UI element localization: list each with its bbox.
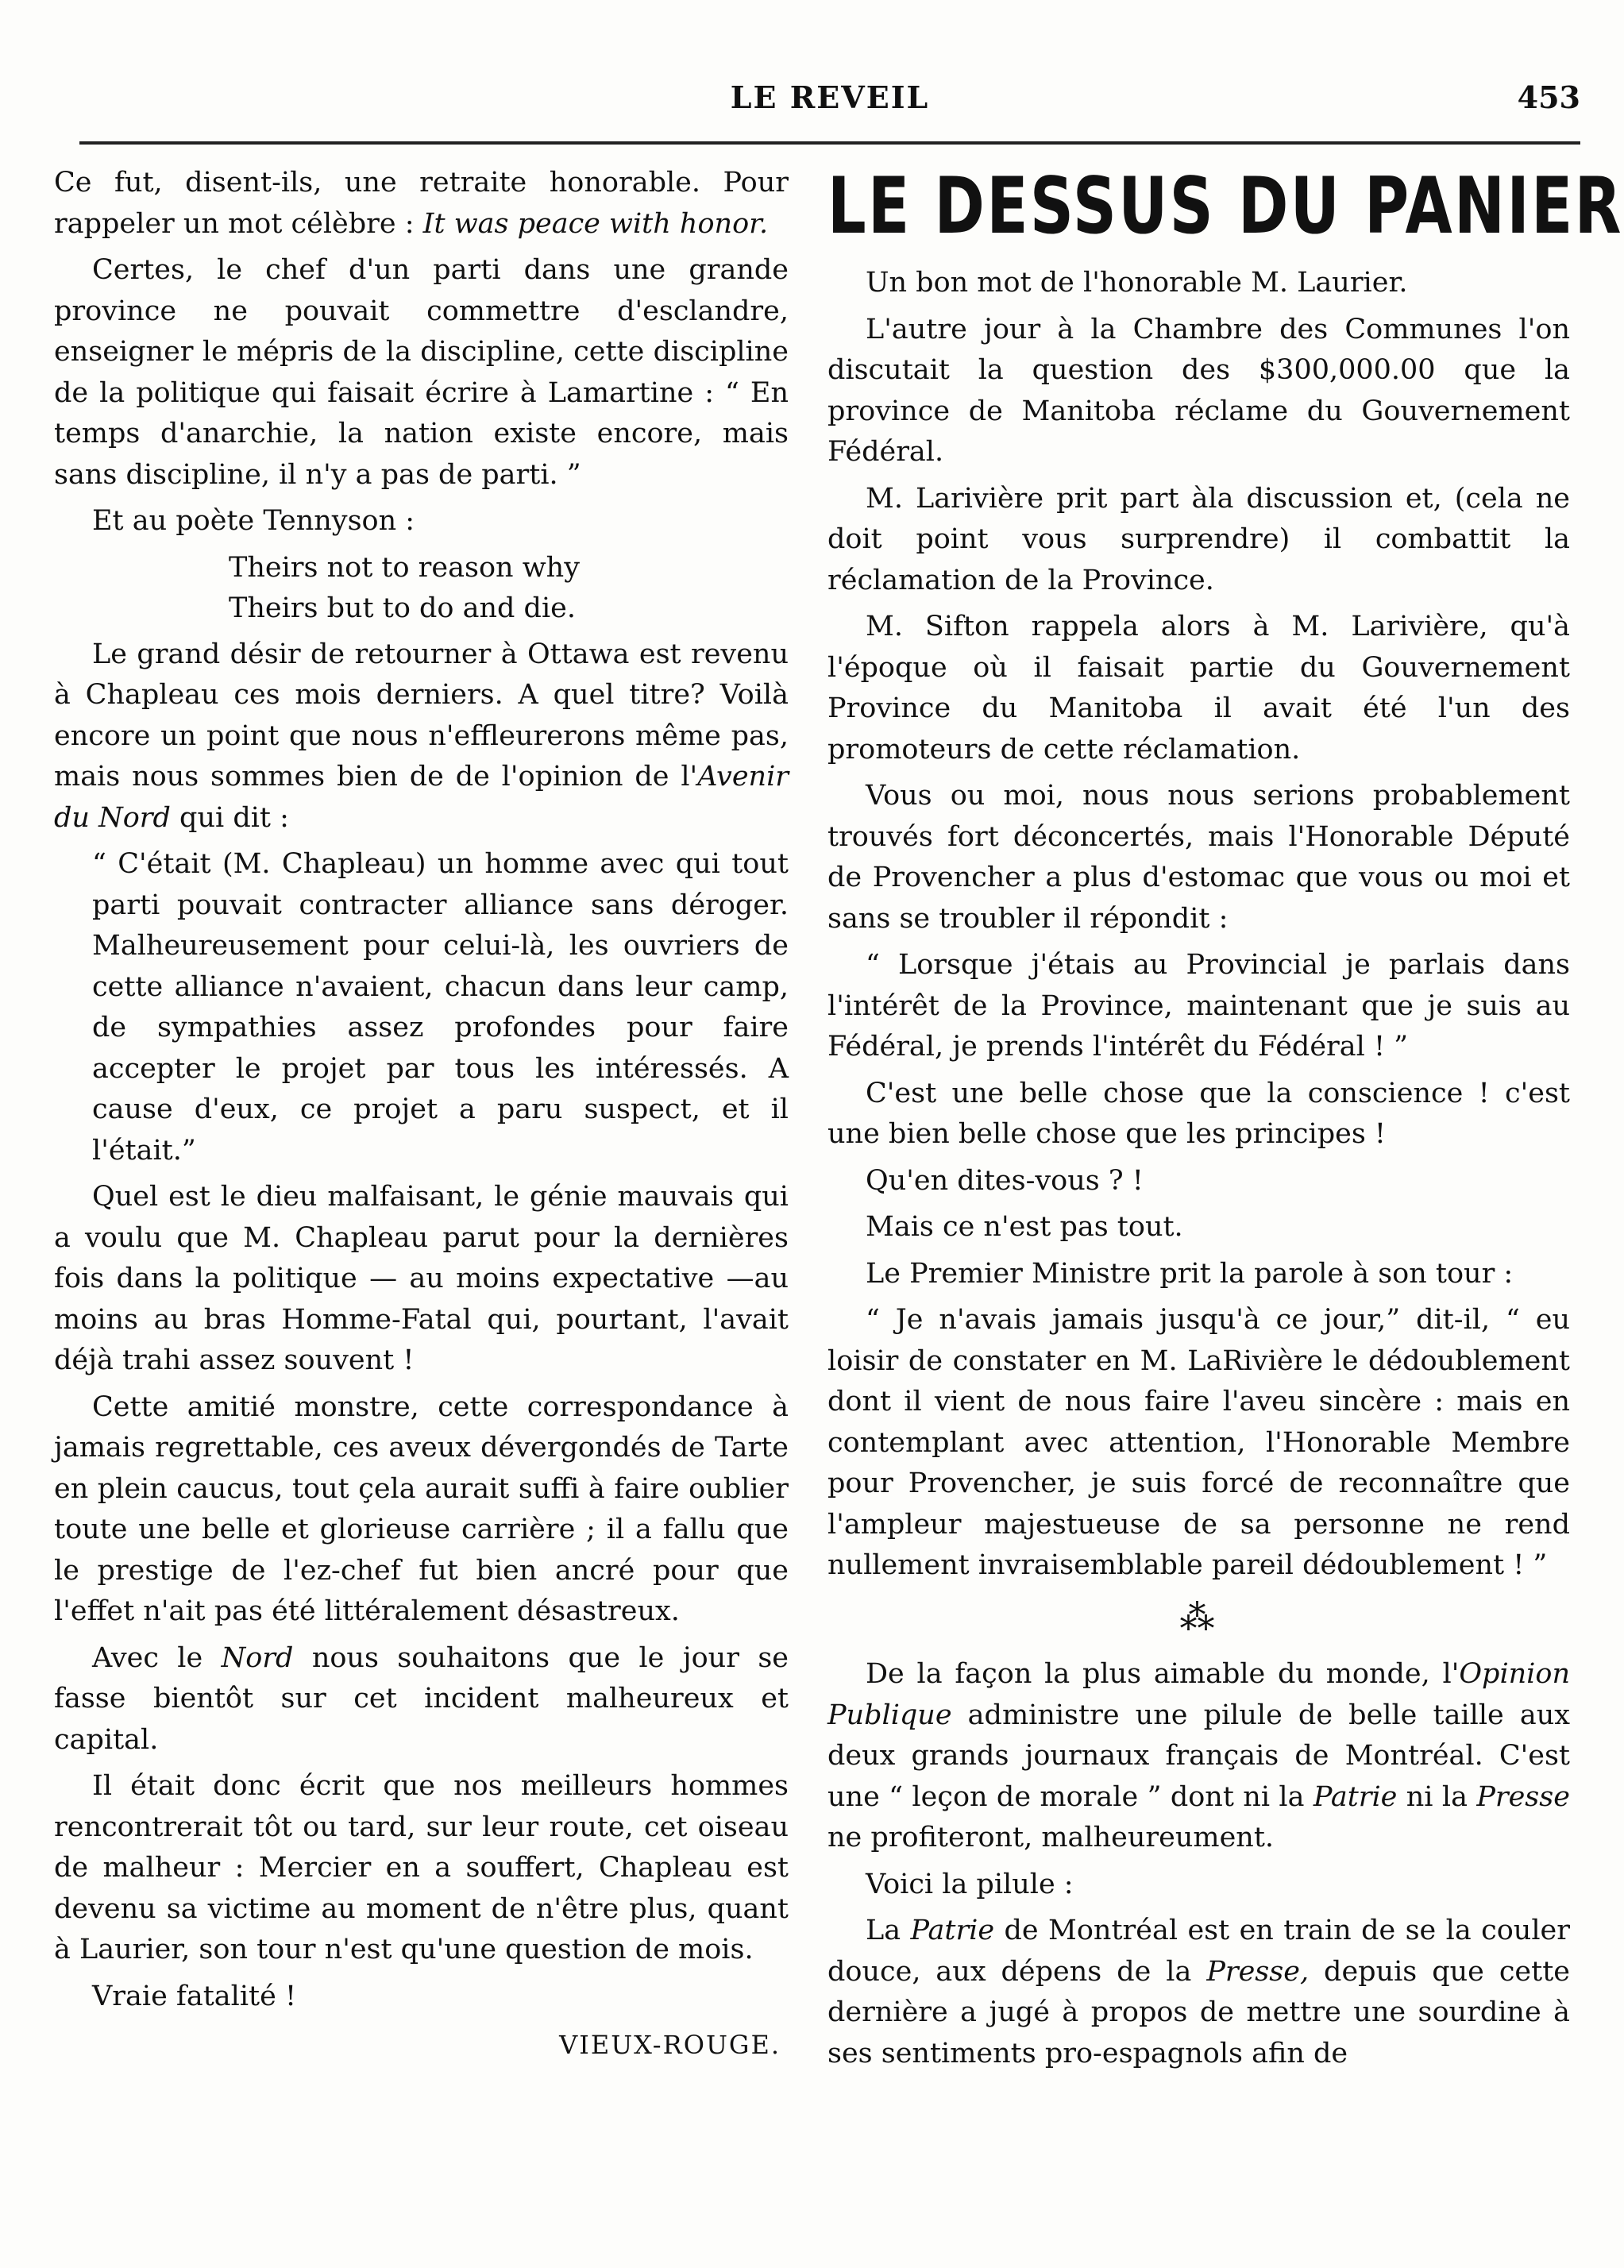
signature: VIEUX-ROUGE.	[559, 2030, 781, 2060]
paragraph: La Patrie de Montréal est en train de se la couler douce, aux dépens de la Presse, depuis que cette dernière a jugé à propos de mettre une sourdine à ses sentiments pro-espagnols afin de	[827, 1915, 1570, 2069]
paragraph: Vous ou moi, nous nous serions probablement trouvés fort déconcertés, mais l'Honorable Député de Provencher a plus d'estomac que vous ou moi et sans se troubler il répondit :	[827, 780, 1570, 935]
verse-line: Theirs not to reason why	[229, 551, 580, 584]
paragraph: Voici la pilule :	[866, 1868, 1074, 1900]
running-title: LE REVEIL	[730, 79, 930, 115]
paragraph: Avec le Nord nous souhaitons que le jour se fasse bientôt sur cet incident malheureux et capital.	[54, 1641, 789, 1756]
paragraph: Vraie fatalité !	[92, 1980, 297, 2012]
verse-line: Theirs but to do and die.	[229, 592, 576, 624]
asterism-divider: ⁂	[1179, 1597, 1218, 1638]
paragraph: Et au poète Tennyson :	[92, 505, 415, 537]
page-number: 453	[1517, 79, 1580, 115]
paragraph: Un bon mot de l'honorable M. Laurier.	[866, 267, 1408, 299]
paragraph: M. Larivière prit part àla discussion et, (cela ne doit point vous surprendre) il combattit la réclamation de la Province.	[827, 482, 1570, 596]
paragraph: Il était donc écrit que nos meilleurs hommes rencontrerait tôt ou tard, sur leur route, cet oiseau de malheur : Mercier en a souffert, Chapleau est devenu sa victime au moment de n'être plus, quant à Laurier, son tour n'est qu'une question de mois.	[54, 1770, 789, 1965]
paragraph: Le Premier Ministre prit la parole à son tour :	[866, 1257, 1514, 1290]
paragraph: “ Je n'avais jamais jusqu'à ce jour,” dit-il, “ eu loisir de constater en M. LaRivière le dédoublement dont il vient de nous faire l'aveu sincère : mais en contemplant avec attention, l'Honorable Membre pour Provencher, je suis forcé de reconnaître que l'ampleur majestueuse de sa personne ne rend nullement invraisemblable pareil dédoublement ! ”	[827, 1304, 1570, 1581]
paragraph: Certes, le chef d'un parti dans une grande province ne pouvait commettre d'esclandre, enseigner le mépris de la discipline, cette discipline de la politique qui faisait écrire à Lamartine : “ En temps d'anarchie, la nation existe encore, mais sans discipline, il n'y a pas de parti. ”	[54, 254, 789, 491]
paragraph: Cette amitié monstre, cette correspondance à jamais regrettable, ces aveux dévergondés de Tarte en plein caucus, tout çela aurait suffi à faire oublier toute une belle et glorieuse carrière ; il a fallu que le prestige de l'ez-chef fut bien ancré pour que l'effet n'ait pas été littéralement désastreux.	[54, 1390, 789, 1627]
paragraph: Ce fut, disent-ils, une retraite honorable. Pour rappeler un mot célèbre : It was peace with honor.	[54, 167, 789, 240]
paragraph: “ Lorsque j'étais au Provincial je parlais dans l'intérêt de la Province, maintenant que je suis au Fédéral, je prends l'intérêt du Fédéral ! ”	[827, 949, 1570, 1063]
left-column	[54, 163, 789, 2066]
paragraph: De la façon la plus aimable du monde, l'Opinion Publique administre une pilule de belle taille aux deux grands journaux français de Montréal. C'est une “ leçon de morale ” dont ni la Patrie ni la Presse ne profiteront, malheureument.	[827, 1658, 1570, 1853]
header-rule	[79, 141, 1580, 145]
paragraph: Quel est le dieu malfaisant, le génie mauvais qui a voulu que M. Chapleau parut pour la dernières fois dans la politique — au moins expectative —au moins au bras Homme-Fatal qui, pourtant, l'avait déjà trahi assez souvent !	[54, 1181, 789, 1376]
paragraph: M. Sifton rappela alors à M. Larivière, qu'à l'époque où il faisait partie du Gouvernement Province du Manitoba il avait été l'un des promoteurs de cette réclamation.	[827, 611, 1570, 766]
right-column	[827, 161, 1623, 2080]
paragraph: Qu'en dites-vous ? !	[866, 1164, 1144, 1197]
verse	[54, 548, 789, 630]
page-header	[79, 79, 1580, 127]
paragraph: L'autre jour à la Chambre des Communes l'on discutait la question des $300,000.00 que la province de Manitoba réclame du Gouvernement Fédéral.	[827, 313, 1570, 468]
paragraph: Mais ce n'est pas tout.	[866, 1211, 1183, 1243]
section-headline: LE DESSUS DU PANIER	[827, 161, 1623, 252]
block-quote: “ C'était (M. Chapleau) un homme avec qui tout parti pouvait contracter alliance sans déroger. Malheureusement pour celui-là, les ouvriers de cette alliance n'avaient, chacun dans leur camp, de sympathies assez profondes pour faire accepter le projet par tous les intéressés. A cause d'eux, ce projet a paru suspect, et il l'était.”	[92, 848, 789, 1167]
paragraph: C'est une belle chose que la conscience ! c'est une bien belle chose que les principes !	[827, 1077, 1570, 1150]
paragraph: Le grand désir de retourner à Ottawa est revenu à Chapleau ces mois derniers. A quel titre? Voilà encore un point que nous n'effleurerons même pas, mais nous sommes bien de de l'opinion de l'Avenir du Nord qui dit :	[54, 638, 789, 834]
